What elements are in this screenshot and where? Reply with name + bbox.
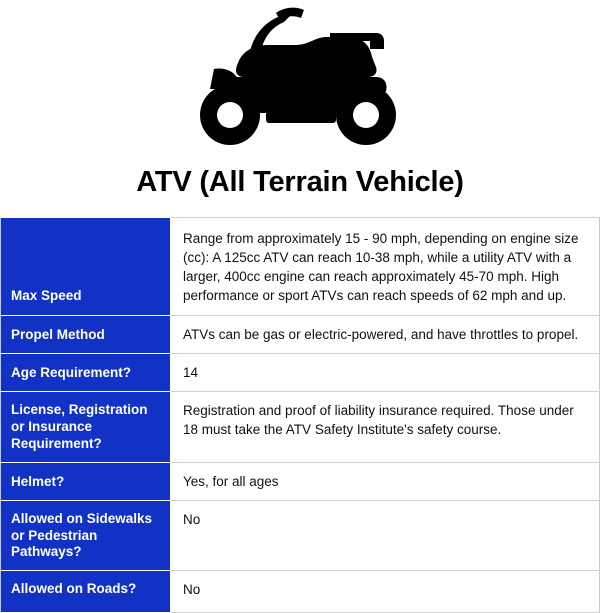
specifications-table <box>0 217 600 613</box>
row-label-allowed-on-roads: Allowed on Roads? <box>1 571 171 612</box>
row-value-propel-method: ATVs can be gas or electric-powered, and have throttles to propel. <box>171 315 600 353</box>
row-label-propel-method: Propel Method <box>1 315 171 353</box>
table-row <box>1 500 600 571</box>
table-row <box>1 353 600 391</box>
atv-quad-bike-icon <box>180 7 420 157</box>
row-value-max-speed: Range from approximately 15 - 90 mph, depending on engine size (cc): A 125cc ATV can reach 10-38 mph, while a utility ATV with a larger, 400cc engine can reach approximately 45-70 mph. High performance or sport ATVs can reach speeds of 62 mph and up. <box>171 218 600 316</box>
row-value-allowed-on-roads: No <box>171 571 600 612</box>
table-row <box>1 315 600 353</box>
row-value-age-requirement: 14 <box>171 353 600 391</box>
table-row <box>1 391 600 462</box>
row-label-max-speed: Max Speed <box>1 218 171 316</box>
page-title: ATV (All Terrain Vehicle) <box>136 166 464 198</box>
row-label-age-requirement: Age Requirement? <box>1 353 171 391</box>
table-row <box>1 218 600 316</box>
hero-image <box>0 0 600 160</box>
table-row <box>1 462 600 500</box>
row-value-license-registration-insurance: Registration and proof of liability insurance required. Those under 18 must take the ATV Safety Institute's safety course. <box>171 391 600 462</box>
table-row <box>1 571 600 612</box>
row-label-license-registration-insurance: License, Registration or Insurance Requirement? <box>1 391 171 462</box>
row-value-helmet: Yes, for all ages <box>171 462 600 500</box>
row-label-allowed-on-sidewalks: Allowed on Sidewalks or Pedestrian Pathways? <box>1 500 171 571</box>
row-value-allowed-on-sidewalks: No <box>171 500 600 571</box>
row-label-helmet: Helmet? <box>1 462 171 500</box>
